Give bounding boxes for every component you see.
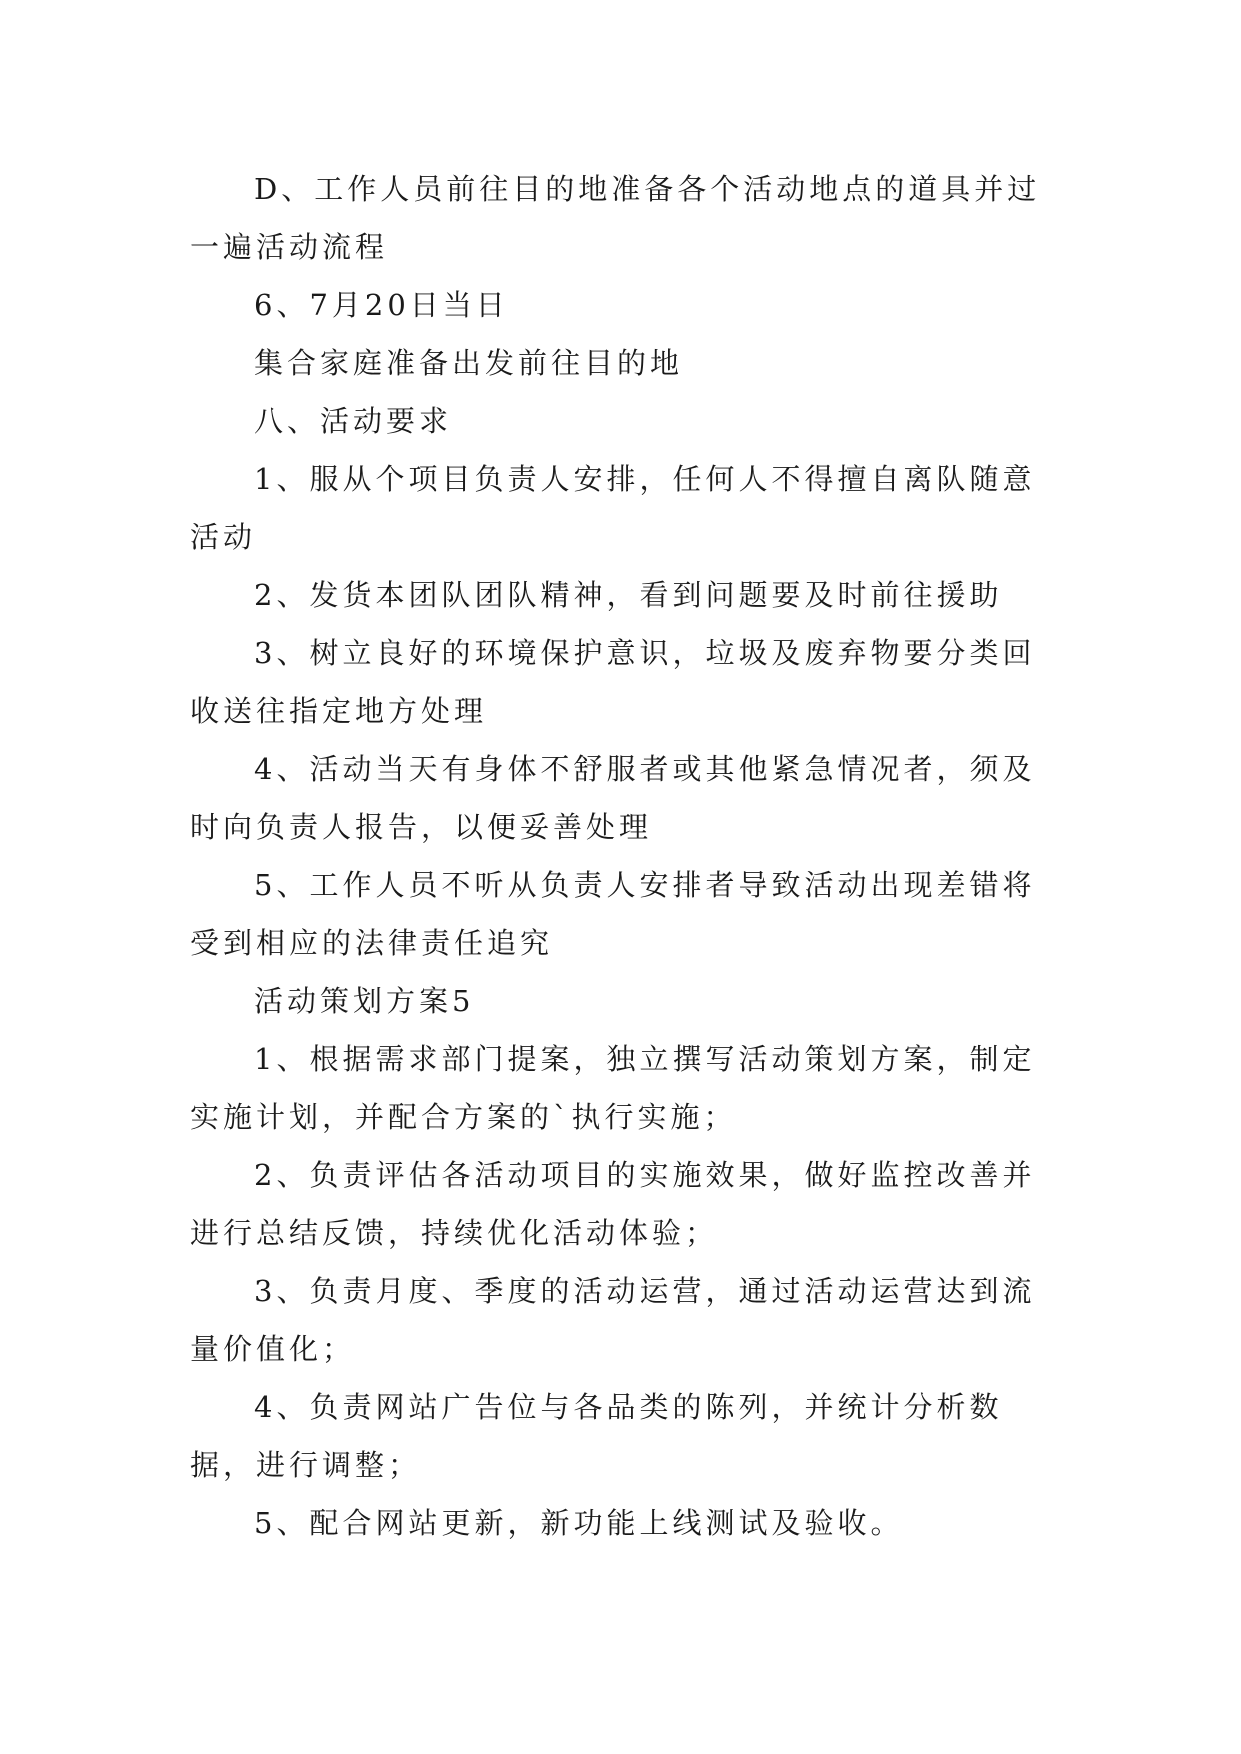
paragraph: 4、负责网站广告位与各品类的陈列，并统计分析数据，进行调整； [190, 1390, 1003, 1482]
paragraph: 集合家庭准备出发前往目的地 [254, 346, 684, 380]
paragraph: 3、树立良好的环境保护意识，垃圾及废弃物要分类回收送往指定地方处理 [190, 636, 1036, 728]
paragraph: 3、负责月度、季度的活动运营，通过活动运营达到流量价值化； [190, 1274, 1036, 1366]
paragraph: 1、服从个项目负责人安排，任何人不得擅自离队随意活动 [190, 462, 1036, 554]
paragraph: 4、活动当天有身体不舒服者或其他紧急情况者，须及时向负责人报告，以便妥善处理 [190, 752, 1036, 844]
paragraph: 6、7月20日当日 [254, 288, 509, 322]
paragraph: 5、工作人员不听从负责人安排者导致活动出现差错将受到相应的法律责任追究 [190, 868, 1036, 960]
section-heading: 八、活动要求 [254, 404, 453, 438]
document-body [190, 160, 1058, 1552]
paragraph: 2、负责评估各活动项目的实施效果，做好监控改善并进行总结反馈，持续优化活动体验； [190, 1158, 1036, 1250]
paragraph: D、工作人员前往目的地准备各个活动地点的道具并过一遍活动流程 [190, 172, 1041, 264]
paragraph: 5、配合网站更新，新功能上线测试及验收。 [254, 1506, 904, 1540]
paragraph: 1、根据需求部门提案，独立撰写活动策划方案，制定实施计划，并配合方案的`执行实施； [190, 1042, 1036, 1134]
section-heading: 活动策划方案5 [254, 984, 475, 1018]
paragraph: 2、发货本团队团队精神，看到问题要及时前往援助 [254, 578, 1003, 612]
